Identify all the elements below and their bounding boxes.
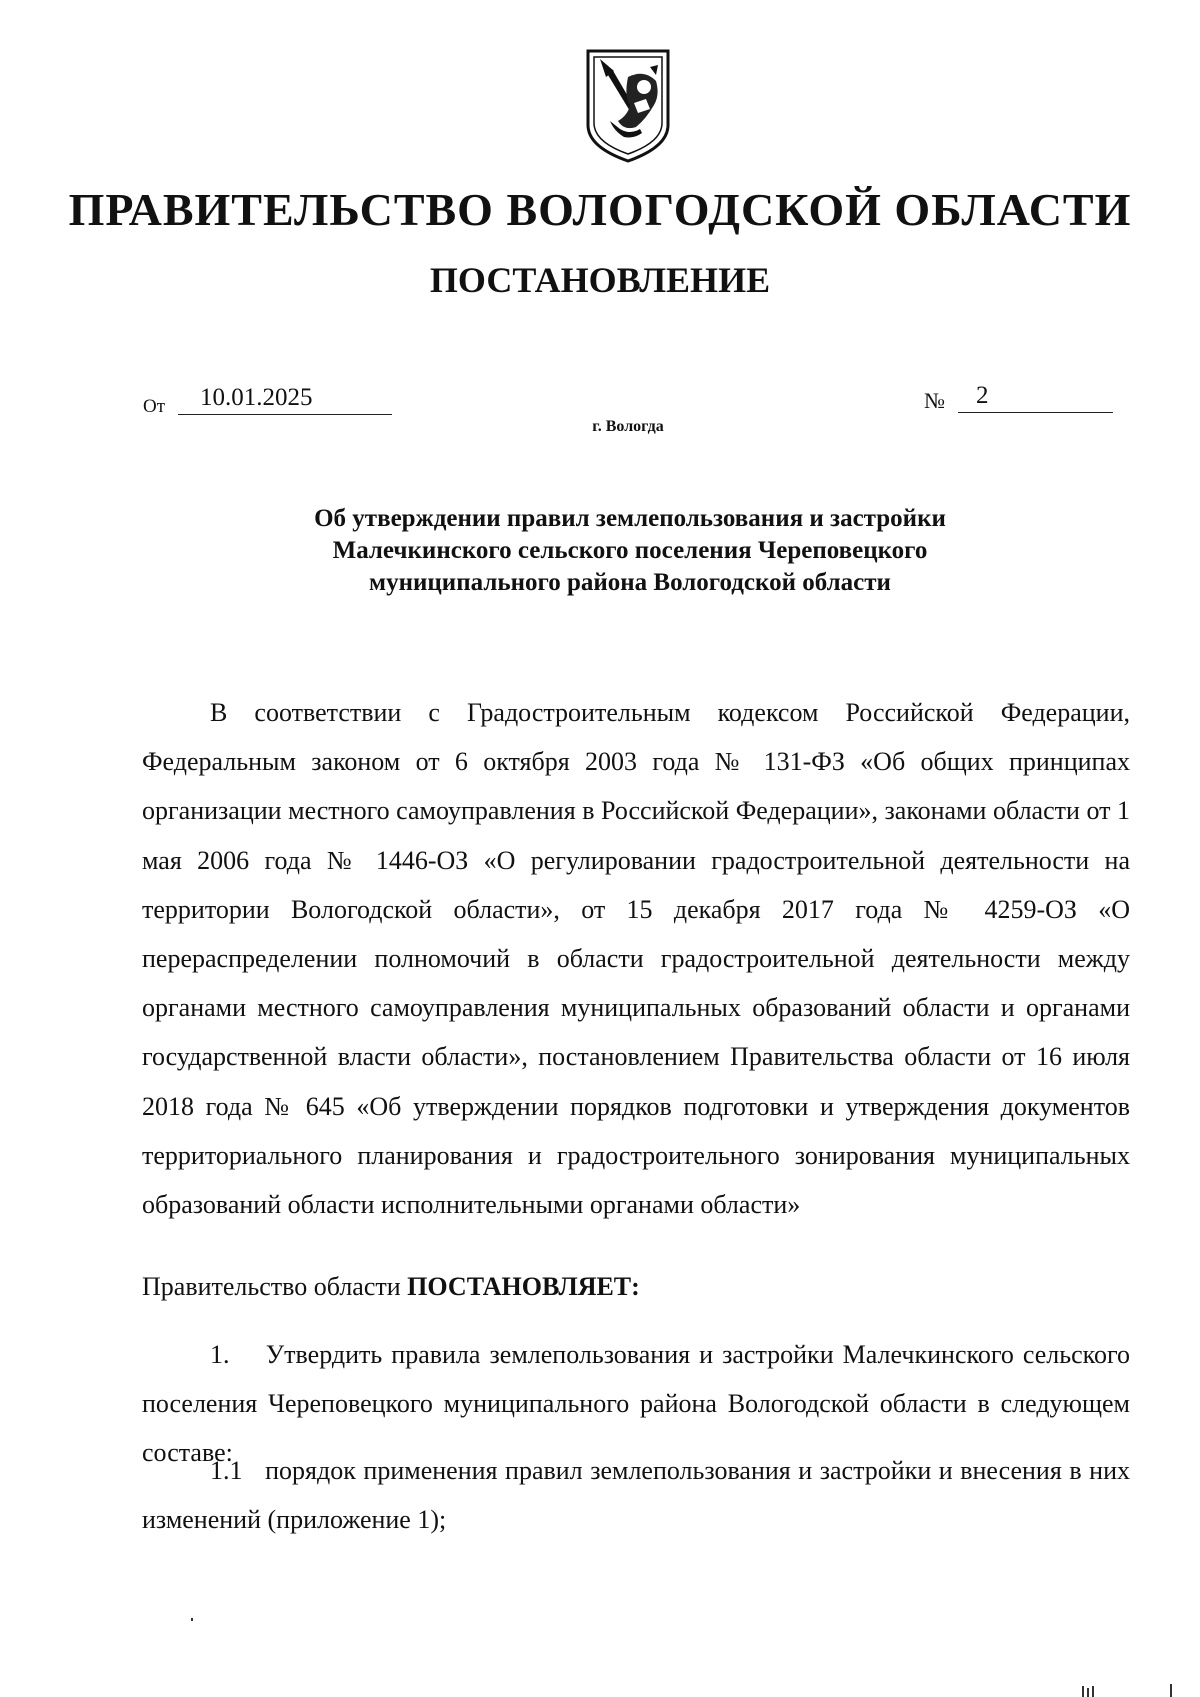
city-label: г. Вологда	[592, 418, 664, 435]
preamble-paragraph: В соответствии с Градостроительным кодексом Российской Федерации, Федеральным законом от 6 октября 2003 года № 131-ФЗ «Об общих принципах организации местного самоуправления в Российской Федерации», законами области от 1 мая 2006 года № 1446-ОЗ «О регулировании градостроительной деятельности на территории Вологодской области», от 15 декабря 2017 года № 4259-ОЗ «О перераспределении полномочий в области градостроительной деятельности между органами местного самоуправления муниципальных образований области и органами государственной власти области», постановлением Правительства области от 16 июля 2018 года № 645 «Об утверждении порядков подготовки и утверждения документов территориального планирования и градостроительного зонирования муниципальных образований области исполнительными органами области»	[142, 698, 1130, 1220]
list-item-text: Утвердить правила землепользования и застройки Малечкинского сельского поселения Череповецкого муниципального района Вологодской области в следующем составе:	[142, 1340, 1130, 1468]
document-subject: Об утверждении правил землепользования и застройки Малечкинского сельского поселения Череповецкого муниципального района Вологодской области	[314, 505, 946, 596]
organization-title: ПРАВИТЕЛЬСТВО ВОЛОГОДСКОЙ ОБЛАСТИ	[68, 184, 1132, 235]
decree-prefix: Правительство области	[142, 1272, 401, 1301]
list-item-text: порядок применения правил землепользования и застройки и внесения в них изменений (приложение 1);	[142, 1456, 1130, 1535]
scan-mark	[1082, 1686, 1084, 1697]
date-label: От	[143, 396, 166, 417]
document-type-heading: ПОСТАНОВЛЕНИЕ	[429, 260, 771, 300]
list-item-number: 1.1	[210, 1456, 243, 1485]
number-label: №	[924, 388, 945, 413]
list-item-number: 1.	[210, 1340, 230, 1369]
coat-of-arms-emblem	[584, 47, 672, 165]
scan-mark	[1087, 1688, 1089, 1697]
scan-mark	[1092, 1686, 1094, 1697]
decree-line	[142, 1262, 1130, 1311]
vologda-coat-of-arms-icon	[584, 47, 672, 165]
list-item	[142, 1446, 1130, 1544]
document-date: 10.01.2025	[178, 382, 392, 415]
scan-mark	[1170, 1684, 1172, 1697]
scan-dot	[191, 1618, 193, 1621]
document-number: 2	[958, 380, 1113, 413]
decree-word: ПОСТАНОВЛЯЕТ:	[407, 1272, 640, 1301]
